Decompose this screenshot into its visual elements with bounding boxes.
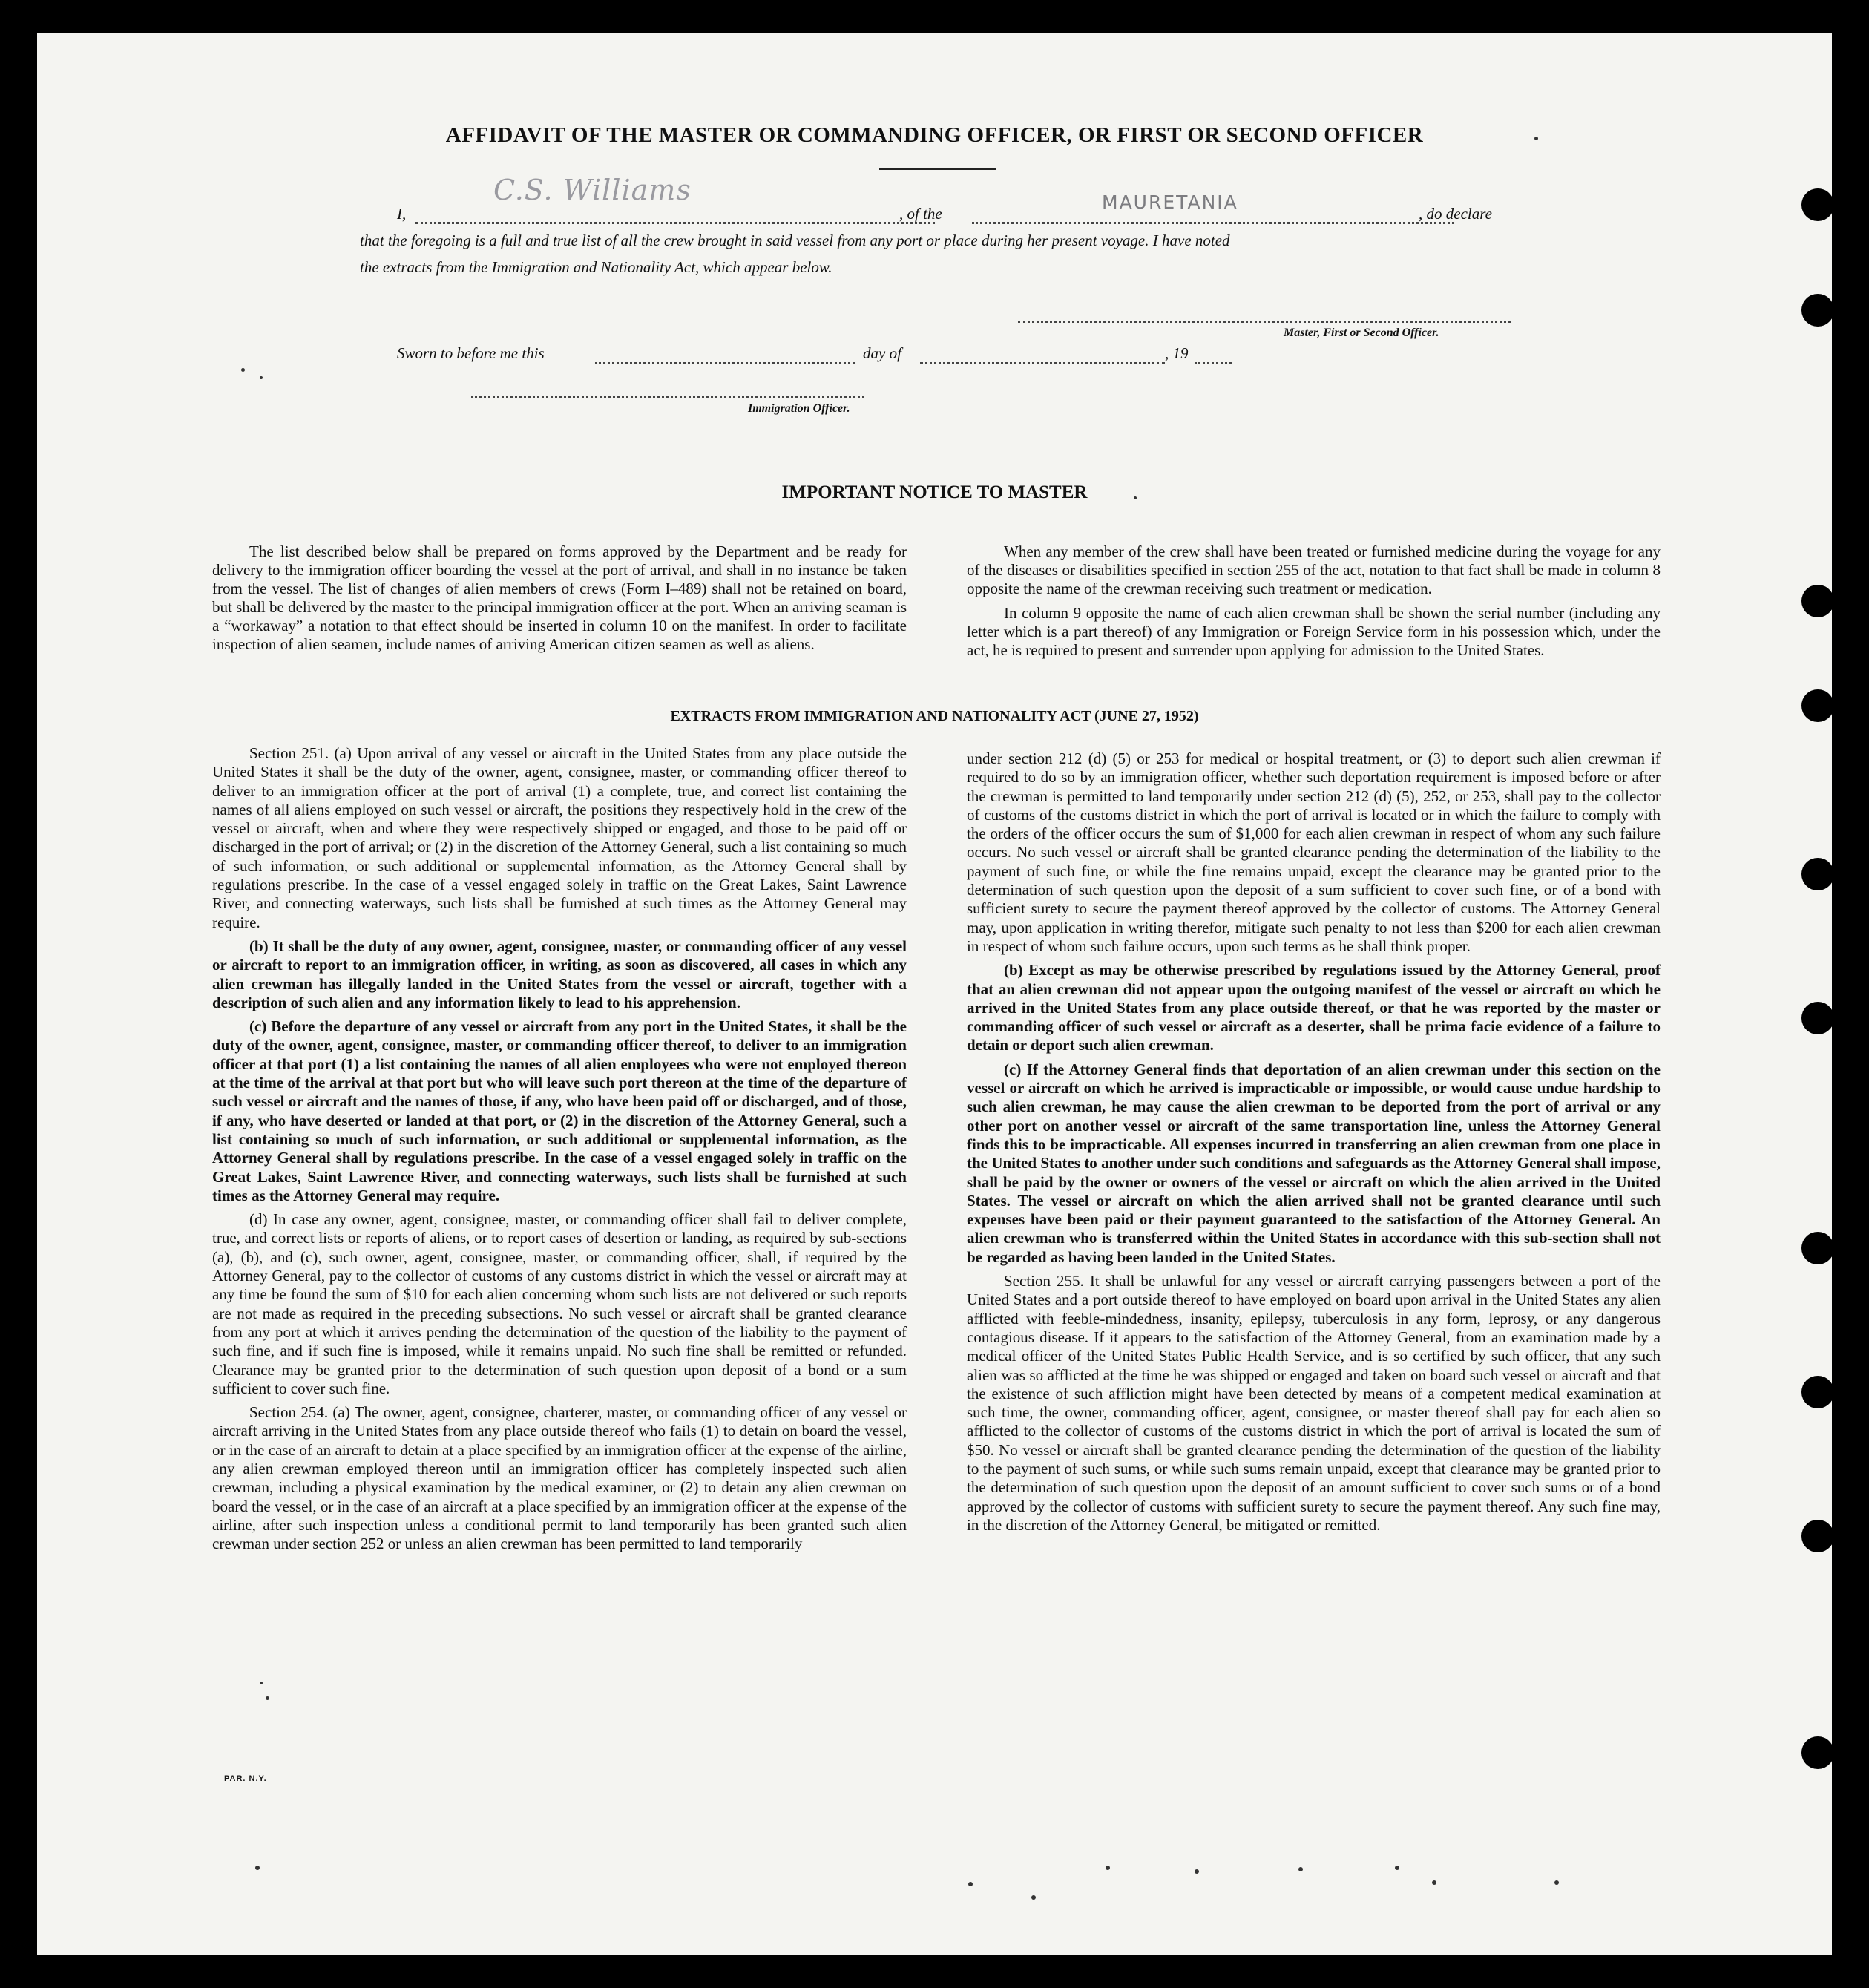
- binder-hole: [1801, 1002, 1832, 1034]
- printer-mark: PAR. N.Y.: [224, 1774, 267, 1783]
- scan-speck: [260, 1682, 263, 1684]
- vessel-name-stamp: MAURETANIA: [1102, 191, 1238, 213]
- scan-speck: [1031, 1895, 1036, 1900]
- section-255: Section 255. It shall be unlawful for any vessel or aircraft carrying passengers between a port of the United States and a port outside thereof to have employed on board upon arrival in the United States any alien afflicted with feeble-mindedness, insanity, epilepsy, tuberculosis in any form, leprosy, or any dangerous contagious disease. If it appears to the satisfaction of the Attorney General, from an examination made by a medical officer of the United States Public Health Service, and is so certified by such officer, that any such alien was so afflicted at the time he was shipped or engaged and taken on board such vessel or aircraft and that the existence of such affliction might have been detected by means of a competent medical examination at such time, the owner, commanding officer, agent, consignee, or master thereof shall pay for each alien so afflicted to the collector of customs of the customs district in which the port of arrival is located the sum of $50. No vessel or aircraft shall be granted clearance pending the determination of the question of the liability to the payment of such sums, or while such sums remain unpaid, except that clearance may be granted prior to the determination of such question upon the deposit of an amount sufficient to cover such sums or of a bond approved by the collector of customs with sufficient surety to secure the payment thereof. Any such fine may, in the discretion of the Attorney General, be mitigated or remitted.: [967, 1272, 1661, 1534]
- of-the-label: , of the: [899, 205, 942, 223]
- notice-right-column: [967, 542, 1661, 666]
- officer-signature: C.S. Williams: [493, 174, 692, 206]
- sworn-year-line: [1195, 362, 1232, 364]
- vessel-name-line: [972, 222, 1454, 224]
- scan-speck: [255, 1866, 260, 1870]
- scan-speck: [260, 376, 263, 379]
- officer-name-line: [415, 222, 935, 224]
- binder-hole: [1801, 294, 1832, 327]
- section-251-c: (c) Before the departure of any vessel or aircraft from any port in the United States, it shall be the duty of the owner, agent, consignee, master, or commanding officer thereof, to deliver to an immigration officer at that port (1) a list containing the names of all alien employees who were not employed thereon at the time of the arrival at that port but who will leave such port thereon at the time of the departure of such vessel or aircraft and the names of those, if any, who have been paid off or discharged, and of those, if any, who have deserted or landed at that port, or (2) in the discretion of the Attorney General, such a list containing so much of such information, or such additional or supplemental information, as the Attorney General shall by regulations prescribe. In the case of a vessel engaged solely in traffic on the Great Lakes, Saint Lawrence River, and connecting waterways, such lists shall be furnished at such times as the Attorney General may require.: [212, 1017, 907, 1204]
- section-251-a: Section 251. (a) Upon arrival of any vessel or aircraft in the United States from any place outside the United States it shall be the duty of the owner, agent, consignee, master, or commanding officer thereof to deliver to an immigration officer at the port of arrival (1) a complete, true, and correct list containing the names of all aliens employed on such vessel or aircraft, the positions they respectively hold in the crew of the vessel or aircraft, when and where they were respectively shipped or engaged, and those to be paid off or discharged in the port of arrival; or (2) in the discretion of the Attorney General, such a list containing so much of such information, or such additional or supplemental information, as the Attorney General shall by regulations prescribe. In the case of a vessel engaged solely in traffic on the Great Lakes, Saint Lawrence River, and connecting waterways, such lists shall be furnished at such times as the Attorney General may require.: [212, 744, 907, 931]
- sworn-day-line: [595, 362, 855, 364]
- section-251-d: (d) In case any owner, agent, consignee, master, or commanding officer shall fail to deliver complete, true, and correct lists or reports of aliens, or to report cases of desertion or landing, as required by sub-sections (a), (b), and (c), such owner, agent, consignee, master, or commanding officer, shall, if required by the Attorney General, pay to the collector of customs of any customs district in which the vessel or aircraft may at any time be found the sum of $10 for each alien concerning whom such lists are not delivered or such reports are not made as required in the preceding subsections. No such vessel or aircraft shall be granted clearance from any port at which it arrives pending the determination of the question of the liability to the payment of such fine, and if such fine is imposed, while it remains unpaid. No such fine shall be remitted or refunded. Clearance may be granted prior to the determination of such question upon deposit of a bond or a sum sufficient to cover such fine.: [212, 1210, 907, 1397]
- binder-hole: [1801, 1736, 1832, 1769]
- day-of-label: day of: [863, 344, 901, 362]
- document-page: [37, 33, 1832, 1955]
- extracts-left-column: [212, 744, 907, 1558]
- master-signature-line: [1018, 321, 1511, 323]
- binder-hole: [1801, 1376, 1832, 1408]
- notice-left-column: [212, 542, 907, 660]
- extracts-title: EXTRACTS FROM IMMIGRATION AND NATIONALITY ACT (JUNE 27, 1952): [670, 708, 1199, 724]
- affidavit-title: AFFIDAVIT OF THE MASTER OR COMMANDING OFFICER, OR FIRST OR SECOND OFFICER: [445, 123, 1424, 147]
- sworn-month-line: [920, 362, 1165, 364]
- declaration-line-2: the extracts from the Immigration and Nationality Act, which appear below.: [360, 258, 832, 276]
- scan-speck: [1106, 1866, 1110, 1870]
- notice-left-paragraph: The list described below shall be prepared on forms approved by the Department and be ready for delivery to the immigration officer boarding the vessel at the port of arrival, and shall in no instance be taken from the vessel. The list of changes of alien members of crews (Form I–489) shall not be retained on board, but shall be delivered by the master to the principal immigration officer at the port. When an arriving seaman is a “workaway” a notation to that effect should be inserted in column 10 on the manifest. In order to facilitate inspection of alien seamen, include names of arriving American citizen seamen as well as aliens.: [212, 542, 907, 653]
- section-251-b: (b) It shall be the duty of any owner, agent, consignee, master, or commanding officer of any vessel or aircraft to report to an immigration officer, in writing, as soon as discovered, all cases in which any alien crewman has illegally landed in the United States from the vessel or aircraft, together with a description of such alien and any information likely to lead to his apprehension.: [212, 936, 907, 1011]
- declaration-line-1: that the foregoing is a full and true list of all the crew brought in said vessel from any port or place during her present voyage. I have noted: [360, 232, 1230, 249]
- immigration-officer-line: [471, 396, 864, 398]
- scan-speck: [968, 1882, 973, 1886]
- extracts-right-column: [967, 749, 1661, 1540]
- sworn-label: Sworn to before me this: [397, 344, 545, 362]
- do-declare-label: , do declare: [1419, 205, 1492, 223]
- binder-hole: [1801, 188, 1832, 221]
- binder-hole: [1801, 1520, 1832, 1552]
- scan-speck: [1298, 1867, 1303, 1871]
- notice-right-paragraph-2: In column 9 opposite the name of each alien crewman shall be shown the serial number (including any letter which is a part thereof) of any Immigration or Foreign Service form in his possession which, under the act, he is required to present and surrender upon applying for admission to the United States.: [967, 603, 1661, 659]
- scan-speck: [1134, 496, 1137, 499]
- scan-speck: [241, 368, 245, 372]
- scan-speck: [1554, 1880, 1559, 1885]
- section-254-b: (b) Except as may be otherwise prescribed by regulations issued by the Attorney General, proof that an alien crewman did not appear upon the outgoing manifest of the vessel or aircraft on which he arrived in the United States from any place outside thereof, or that he was reported by the master or commanding officer of such vessel or aircraft as a deserter, shall be prima facie evidence of a failure to detain or deport such alien crewman.: [967, 961, 1661, 1054]
- master-caption: Master, First or Second Officer.: [1284, 327, 1439, 339]
- immigration-officer-caption: Immigration Officer.: [748, 402, 850, 415]
- section-254-a-continued: under section 212 (d) (5) or 253 for medical or hospital treatment, or (3) to deport such alien crewman if required to do so by an immigration officer, whether such deportation requirement is imposed before or after the crewman is permitted to land temporarily under section 212 (d) (5), 252, or 253, shall pay to the collector of customs of the customs district in which the port of arrival is located or in which the failure to comply with the orders of the officer occurs the sum of $1,000 for each alien crewman in respect of whom any such failure occurs. No such vessel or aircraft shall be granted clearance pending the determination of the liability to the payment of such fine, or while the fine remains unpaid, except the clearance may be granted prior to the determination of such question upon the deposit of a sum sufficient to cover such fine, or of a bond with sufficient surety to secure the payment thereof approved by the collector of customs. The Attorney General may, upon application in writing therefor, mitigate such penalty to not less than $200 for each alien crewman in respect of whom such failure occurs, upon such terms as he shall think proper.: [967, 749, 1661, 955]
- notice-title: IMPORTANT NOTICE TO MASTER: [781, 482, 1088, 502]
- scan-speck: [1534, 137, 1538, 140]
- year-prefix: , 19: [1165, 344, 1189, 362]
- title-divider: [879, 168, 996, 170]
- scan-speck: [1195, 1869, 1199, 1874]
- binder-hole: [1801, 585, 1832, 617]
- scan-speck: [1395, 1866, 1399, 1870]
- binder-hole: [1801, 858, 1832, 890]
- scan-speck: [1432, 1880, 1436, 1885]
- notice-right-paragraph-1: When any member of the crew shall have been treated or furnished medicine during the voyage for any of the diseases or disabilities specified in section 255 of the act, notation to that fact shall be made in column 8 opposite the name of the crewman receiving such treatment or medication.: [967, 542, 1661, 597]
- binder-hole: [1801, 1232, 1832, 1264]
- binder-hole: [1801, 689, 1832, 722]
- section-254-a: Section 254. (a) The owner, agent, consignee, charterer, master, or commanding officer of any vessel or aircraft arriving in the United States from any place outside thereof who fails (1) to detain on board the vessel, or in the case of an aircraft to detain at a place specified by an immigration officer at the expense of the airline, any alien crewman employed thereon until an immigration officer has completely inspected such alien crewman, including a physical examination by the medical examiner, or (2) to detain any alien crewman on board the vessel, or in the case of an aircraft at a place specified by an immigration officer at the expense of the airline, after such inspection unless a conditional permit to land temporarily has been granted such alien crewman under section 252 or unless an alien crewman has been permitted to land temporarily: [212, 1403, 907, 1553]
- scan-speck: [266, 1696, 269, 1700]
- i-label: I,: [397, 205, 407, 223]
- section-254-c: (c) If the Attorney General finds that deportation of an alien crewman under this section on the vessel or aircraft on which he arrived is impracticable or impossible, or would cause undue hardship to such alien crewman, he may cause the alien crewman to be deported from the port of arrival or any other port on another vessel or aircraft of the same transportation line, unless the Attorney General finds this to be impracticable. All expenses incurred in transferring an alien crewman from one place in the United States to another under such conditions and safeguards as the Attorney General shall impose, shall be paid by the owner or owners of the vessel or aircraft on which the alien arrived in the United States. The vessel or aircraft on which the alien arrived shall not be granted clearance until such expenses have been paid or their payment guaranteed to the satisfaction of the Attorney General. An alien crewman who is transferred within the United States in accordance with this sub-section shall not be regarded as having been landed in the United States.: [967, 1060, 1661, 1266]
